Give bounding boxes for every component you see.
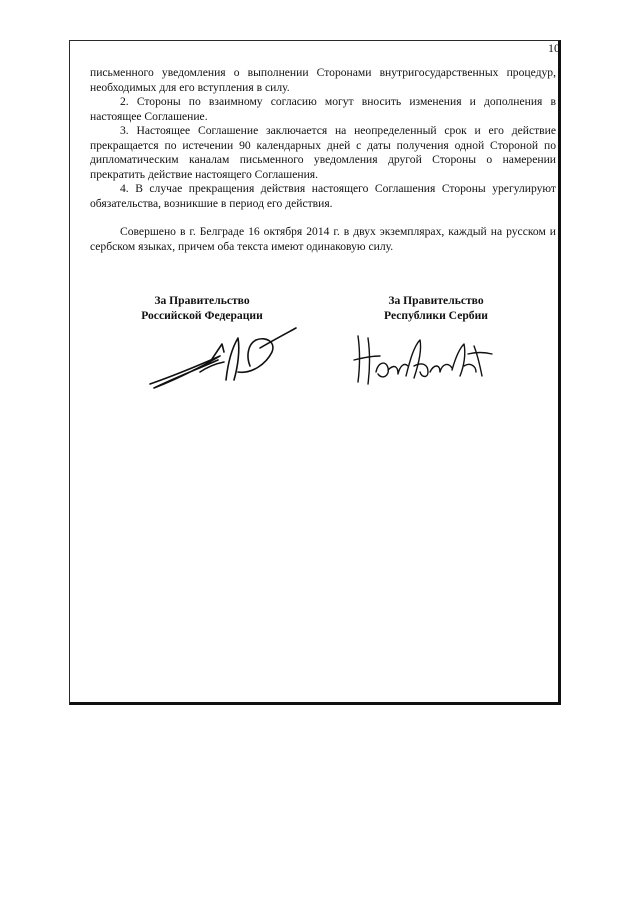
signatory-russia-line1: За Правительство [154,294,250,307]
signature-serbia [348,326,498,394]
page-number: 10 [548,41,560,55]
paragraph-4: 4. В случае прекращения действия настоящего Соглашения Стороны урегулируют обязательства, возникшие в период его действия. [90,182,556,210]
signatory-russia-line2: Российской Федерации [141,308,263,322]
agreement-text [90,66,556,254]
signatory-serbia-line1: За Правительство [388,294,484,307]
paragraph-continuation: письменного уведомления о выполнении Сторонами внутригосударственных процедур, необходимых для его вступления в силу. [90,66,556,94]
signature-russia [140,322,300,394]
paragraph-2: 2. Стороны по взаимному согласию могут вносить изменения и дополнения в настоящее Соглашение. [90,95,556,123]
signatory-serbia-line2: Республики Сербии [384,308,488,322]
paragraph-3: 3. Настоящее Соглашение заключается на неопределенный срок и его действие прекращается по истечении 90 календарных дней с даты получения одной Стороной по дипломатическим каналам письменного уведомления другой Стороны о намерении прекратить действие настоящего Соглашения. [90,124,556,181]
signatory-serbia [341,294,531,323]
signatory-russia [107,294,297,323]
done-at-clause: Совершено в г. Белграде 16 октября 2014 г. в двух экземплярах, каждый на русском и сербском языках, причем оба текста имеют одинаковую силу. [90,225,556,253]
